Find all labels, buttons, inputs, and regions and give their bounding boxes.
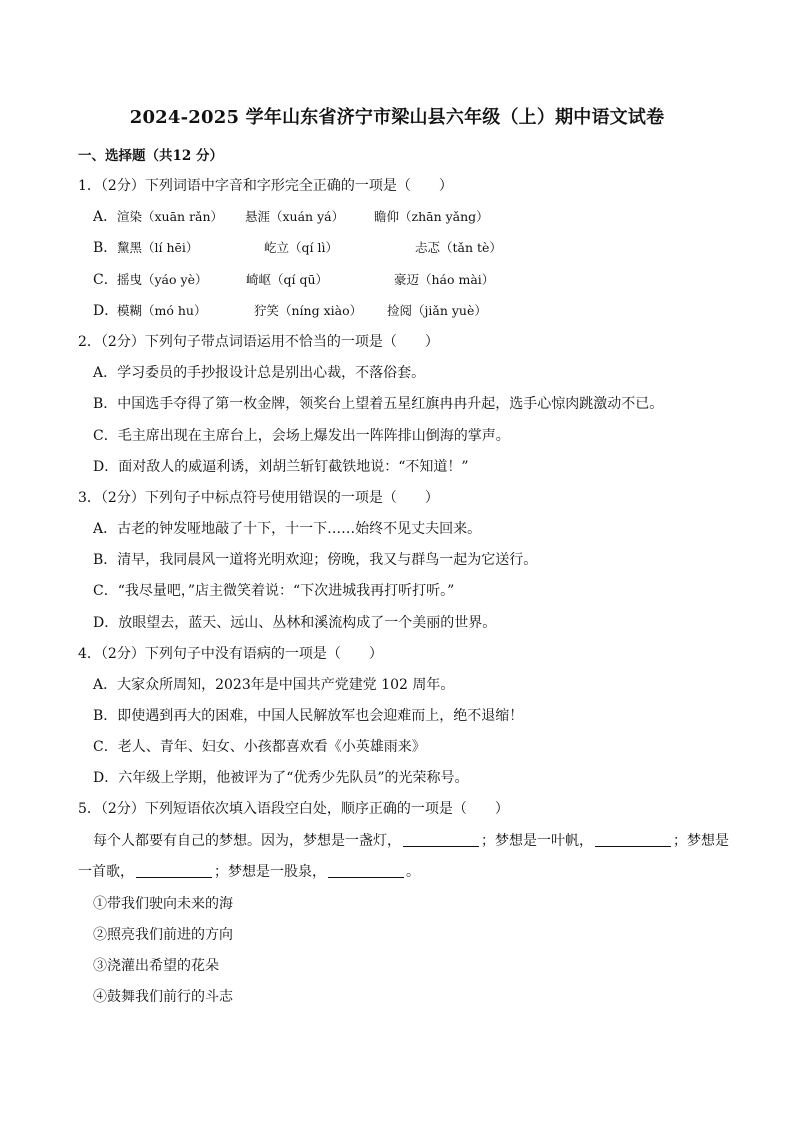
- q1-option-d-word2: 狞笑（níng xiào）: [254, 303, 363, 318]
- question-2-stem: 2．（2分）下列句子带点词语运用不恰当的一项是（ ）: [78, 334, 439, 350]
- q1-option-d-label: D．: [93, 303, 119, 319]
- q1-option-a-word3: 瞻仰（zhān yǎng）: [374, 209, 489, 224]
- q1-option-d-word1: 模糊（mó hu）: [117, 303, 207, 318]
- q5-passage-text: 每个人都要有自己的梦想。因为，梦想是一盏灯，: [93, 833, 401, 849]
- section-heading: 一、选择题（共12 分）: [78, 148, 223, 164]
- q5-blank-4[interactable]: [328, 865, 404, 878]
- q3-option-b: B．清早，我同晨风一道将光明欢迎；傍晚，我又与群鸟一起为它送行。: [93, 552, 538, 568]
- q3-option-a: A．古老的钟发哑地敲了十下，十一下……始终不见丈夫回来。: [93, 521, 482, 537]
- q1-option-b-label: B．: [93, 240, 118, 256]
- question-4-stem: 4．（2分）下列句子中没有语病的一项是（ ）: [78, 646, 383, 662]
- q1-option-c-label: C．: [93, 272, 118, 288]
- q5-passage-text: ；梦想是一股泉，: [214, 864, 326, 880]
- q5-passage-text: 。: [406, 864, 420, 880]
- q2-option-c: C．毛主席出现在主席台上，会场上爆发出一阵阵排山倒海的掌声。: [93, 428, 510, 444]
- q5-passage-line1: [93, 830, 729, 850]
- q4-option-a: A．大家众所周知，2023年是中国共产党建党 102 周年。: [93, 677, 455, 693]
- q1-option-b-word1: 黧黑（lí hēi）: [117, 240, 199, 255]
- q2-option-b: B．中国选手夺得了第一枚金牌，领奖台上望着五星红旗冉冉升起，选手心惊肉跳激动不已。: [93, 396, 664, 412]
- q3-option-c: C．“我尽量吧，”店主微笑着说：“下次进城我再打听打听。”: [93, 583, 455, 599]
- page-title: 2024-2025 学年山东省济宁市梁山县六年级（上）期中语文试卷: [129, 107, 665, 128]
- q1-option-c-word2: 崎岖（qí qū）: [246, 272, 329, 287]
- q5-passage-text: 一首歌，: [78, 864, 134, 880]
- q4-option-b: B．即使遇到再大的困难，中国人民解放军也会迎难而上，绝不退缩！: [93, 708, 524, 724]
- question-1-stem: 1．（2分）下列词语中字音和字形完全正确的一项是（ ）: [78, 178, 453, 194]
- q5-blank-1[interactable]: [403, 834, 479, 847]
- q1-option-a-word2: 悬涯（xuán yá）: [245, 209, 345, 224]
- q1-option-a-word1: 渲染（xuān rǎn）: [117, 209, 224, 224]
- q1-option-b-word2: 屹立（qí lì）: [264, 240, 338, 255]
- q5-passage-text: ；梦想是一叶帆，: [481, 833, 593, 849]
- q5-blank-3[interactable]: [136, 865, 212, 878]
- question-5-stem: 5．（2分）下列短语依次填入语段空白处，顺序正确的一项是（ ）: [78, 801, 509, 817]
- q3-option-d: D．放眼望去，蓝天、远山、丛林和溪流构成了一个美丽的世界。: [93, 615, 497, 631]
- q4-option-c: C．老人、青年、妇女、小孩都喜欢看《小英雄雨来》: [93, 739, 426, 755]
- q1-option-c-word3: 豪迈（háo mài）: [394, 272, 495, 287]
- q5-passage-line2: [78, 861, 420, 881]
- q5-phrase-3: ③浇灌出希望的花朵: [93, 958, 219, 974]
- q5-phrase-4: ④鼓舞我们前行的斗志: [93, 989, 233, 1005]
- q5-blank-2[interactable]: [595, 834, 671, 847]
- q5-phrase-2: ②照亮我们前进的方向: [93, 927, 233, 943]
- q1-option-a-label: A．: [93, 209, 118, 225]
- q2-option-a: A．学习委员的手抄报设计总是别出心裁，不落俗套。: [93, 365, 426, 381]
- q4-option-d: D．六年级上学期，他被评为了“优秀少先队员”的光荣称号。: [93, 770, 469, 786]
- q5-passage-text: ；梦想是: [673, 833, 729, 849]
- q5-phrase-1: ①带我们驶向未来的海: [93, 896, 233, 912]
- q1-option-b-word3: 忐忑（tǎn tè）: [415, 240, 502, 255]
- question-3-stem: 3．（2分）下列句子中标点符号使用错误的一项是（ ）: [78, 490, 439, 506]
- q1-option-d-word3: 捡阅（jiǎn yuè）: [387, 303, 487, 318]
- q1-option-c-word1: 摇曳（yáo yè）: [117, 272, 208, 287]
- q2-option-d: D．面对敌人的威逼利诱，刘胡兰斩钉截铁地说：“不知道！”: [93, 459, 469, 475]
